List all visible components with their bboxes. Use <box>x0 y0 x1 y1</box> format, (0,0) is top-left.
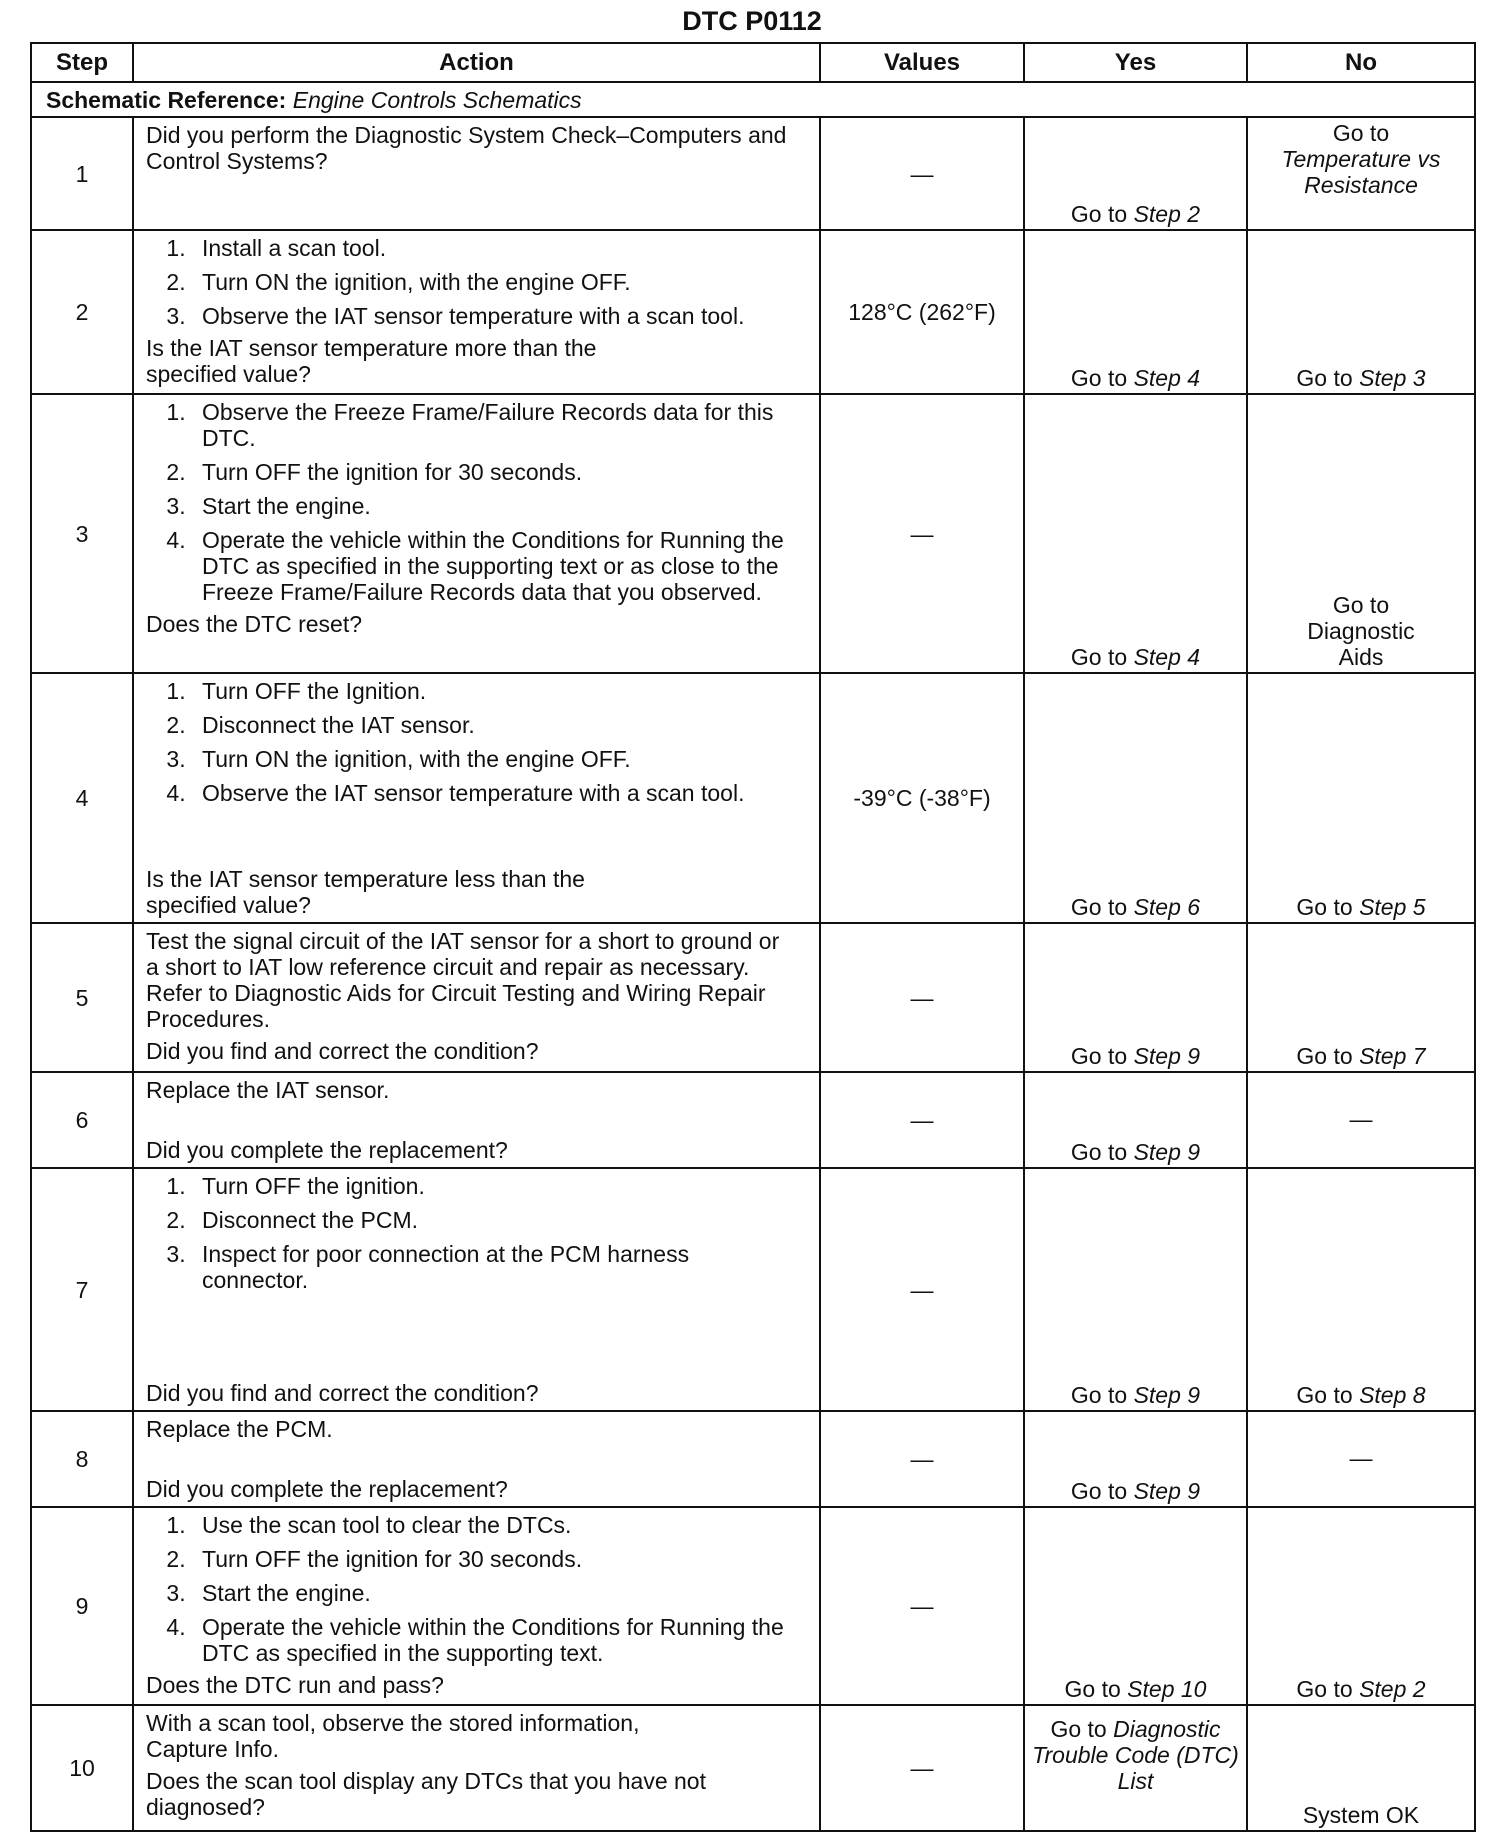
header-values: Values <box>820 43 1024 82</box>
no-cell: — <box>1247 1411 1475 1507</box>
table-row <box>31 394 1475 673</box>
step-link[interactable]: Step 5 <box>1359 894 1426 920</box>
go-to-label: Go to <box>1296 1382 1353 1408</box>
step-number: 6 <box>31 1072 133 1168</box>
value-cell: 128°C (262°F) <box>820 230 1024 394</box>
action-cell <box>133 394 820 673</box>
go-to-label: Go to <box>1070 1478 1128 1504</box>
yes-cell <box>1024 1072 1247 1168</box>
instruction-item: 2. Disconnect the PCM. <box>192 1207 809 1233</box>
step-number: 8 <box>31 1411 133 1507</box>
step-link[interactable]: Step 2 <box>1359 1676 1426 1702</box>
step-link[interactable]: Step 9 <box>1133 1139 1201 1165</box>
table-row <box>31 923 1475 1072</box>
go-to-label: Go to <box>1070 1382 1128 1408</box>
header-row <box>31 43 1475 82</box>
go-to-label: Go to <box>1332 120 1390 146</box>
action-cell <box>133 1705 820 1831</box>
no-cell <box>1247 1705 1475 1831</box>
go-to-label: Go to <box>1296 1043 1353 1069</box>
go-to-label: Go to <box>1070 644 1128 670</box>
table-row <box>31 1168 1475 1411</box>
step-link[interactable]: Step 6 <box>1133 894 1201 920</box>
value-cell: — <box>820 1168 1024 1411</box>
instruction-item: 2. Disconnect the IAT sensor. <box>192 712 809 738</box>
header-yes: Yes <box>1024 43 1247 82</box>
no-cell <box>1247 394 1475 673</box>
system-ok-text: System OK <box>1302 1802 1420 1828</box>
question-text: Does the DTC reset? <box>146 611 363 637</box>
go-to-label: Go to <box>1070 201 1128 227</box>
step-link[interactable]: Step 4 <box>1133 644 1201 670</box>
yes-cell <box>1024 394 1247 673</box>
action-cell <box>133 1507 820 1705</box>
question-text: Did you find and correct the condition? <box>146 1380 539 1406</box>
go-to-label: Go to <box>1296 894 1353 920</box>
no-cell <box>1247 923 1475 1072</box>
value-cell: — <box>820 1507 1024 1705</box>
instruction-item: 1. Turn OFF the ignition. <box>192 1173 809 1199</box>
header-no: No <box>1247 43 1475 82</box>
go-to-label: Go to <box>1064 1676 1121 1702</box>
step-link[interactable]: Step 2 <box>1133 201 1201 227</box>
action-cell <box>133 230 820 394</box>
yes-cell <box>1024 1411 1247 1507</box>
instruction-item: 2. Turn OFF the ignition for 30 seconds. <box>192 459 809 485</box>
value-cell: — <box>820 117 1024 230</box>
instruction-item: 1. Observe the Freeze Frame/Failure Records data for this DTC. <box>192 399 809 451</box>
instruction-item: 3. Start the engine. <box>192 1580 809 1606</box>
no-cell <box>1247 117 1475 230</box>
table-row <box>31 117 1475 230</box>
go-to-label: Go to <box>1296 365 1353 391</box>
action-cell <box>133 1072 820 1168</box>
question-text: Does the scan tool display any DTCs that you have not diagnosed? <box>146 1768 706 1820</box>
question-text: Does the DTC run and pass? <box>146 1672 444 1698</box>
question-text: Did you complete the replacement? <box>146 1476 508 1502</box>
instruction-item: 1. Use the scan tool to clear the DTCs. <box>192 1512 809 1538</box>
no-cell <box>1247 230 1475 394</box>
step-number: 3 <box>31 394 133 673</box>
yes-cell <box>1024 923 1247 1072</box>
table-row <box>31 1507 1475 1705</box>
yes-cell <box>1024 1705 1247 1831</box>
no-cell: — <box>1247 1072 1475 1168</box>
action-text: With a scan tool, observe the stored information, Capture Info. <box>146 1710 640 1762</box>
step-number: 9 <box>31 1507 133 1705</box>
no-cell <box>1247 673 1475 923</box>
step-link[interactable]: Step 9 <box>1133 1043 1201 1069</box>
table-row <box>31 230 1475 394</box>
go-to-label: Go to <box>1050 1716 1107 1742</box>
step-link[interactable]: Step 4 <box>1133 365 1201 391</box>
yes-cell <box>1024 1168 1247 1411</box>
instruction-item: 3. Inspect for poor connection at the PCM harness connector. <box>192 1241 809 1293</box>
question-text: Did you complete the replacement? <box>146 1137 508 1163</box>
page-title: DTC P0112 <box>682 6 822 36</box>
step-link[interactable]: Step 9 <box>1133 1382 1201 1408</box>
instruction-item: 3. Turn ON the ignition, with the engine OFF. <box>192 746 809 772</box>
instruction-list <box>146 678 809 812</box>
instruction-item: 3. Observe the IAT sensor temperature with a scan tool. <box>192 303 809 329</box>
question-text: Is the IAT sensor temperature less than the specified value? <box>146 866 585 918</box>
value-cell: -39°C (-38°F) <box>820 673 1024 923</box>
instruction-list <box>146 235 809 329</box>
action-cell <box>133 1411 820 1507</box>
yes-cell <box>1024 1507 1247 1705</box>
instruction-item: 2. Turn ON the ignition, with the engine OFF. <box>192 269 809 295</box>
action-text: Test the signal circuit of the IAT sensor for a short to ground or a short to IAT low reference circuit and repair as necessary. Refer to Diagnostic Aids for Circuit Testing and Wiring Repair Procedures. <box>146 928 780 1032</box>
no-cell <box>1247 1507 1475 1705</box>
go-to-label: Go to <box>1070 1043 1128 1069</box>
instruction-list <box>146 1173 809 1299</box>
instruction-item: 1. Turn OFF the Ignition. <box>192 678 809 704</box>
action-cell <box>133 1168 820 1411</box>
step-number: 1 <box>31 117 133 230</box>
instruction-list <box>146 399 809 605</box>
value-cell: — <box>820 1072 1024 1168</box>
diagnostic-aids-link[interactable]: Go to Diagnostic Aids <box>1307 592 1415 670</box>
action-text: Did you perform the Diagnostic System Check–Computers and Control Systems? <box>146 122 787 174</box>
go-to-label: Go to <box>1070 365 1128 391</box>
question-text: Did you find and correct the condition? <box>146 1038 539 1064</box>
instruction-item: 2. Turn OFF the ignition for 30 seconds. <box>192 1546 809 1572</box>
temperature-vs-resistance-link[interactable]: Temperature vs Resistance <box>1281 146 1441 198</box>
dtc-list-link[interactable]: Diagnostic Trouble Code (DTC) List <box>1032 1716 1239 1794</box>
schematic-reference-link[interactable]: Engine Controls Schematics <box>292 86 582 113</box>
dtc-table <box>30 42 1476 1832</box>
table-row <box>31 673 1475 923</box>
value-cell: — <box>820 923 1024 1072</box>
header-action: Action <box>133 43 820 82</box>
header-step: Step <box>31 43 133 82</box>
instruction-list <box>146 1512 809 1666</box>
table-row <box>31 1072 1475 1168</box>
step-number: 2 <box>31 230 133 394</box>
action-text: Replace the PCM. <box>146 1416 333 1442</box>
question-text: Is the IAT sensor temperature more than the specified value? <box>146 335 597 387</box>
instruction-item: 4. Operate the vehicle within the Conditions for Running the DTC as specified in the supporting text. <box>192 1614 809 1666</box>
step-link[interactable]: Step 7 <box>1359 1043 1426 1069</box>
go-to-label: Go to <box>1070 894 1128 920</box>
yes-cell <box>1024 230 1247 394</box>
value-cell: — <box>820 394 1024 673</box>
step-number: 7 <box>31 1168 133 1411</box>
action-cell <box>133 673 820 923</box>
table-row <box>31 1411 1475 1507</box>
step-link[interactable]: Step 3 <box>1359 365 1426 391</box>
instruction-item: 4. Observe the IAT sensor temperature with a scan tool. <box>192 780 809 806</box>
step-number: 10 <box>31 1705 133 1831</box>
no-cell <box>1247 1168 1475 1411</box>
instruction-item: 1. Install a scan tool. <box>192 235 809 261</box>
schematic-reference-row <box>31 82 1475 117</box>
instruction-item: 4. Operate the vehicle within the Conditions for Running the DTC as specified in the supporting text or as close to the Freeze Frame/Failure Records data that you observed. <box>192 527 809 605</box>
step-number: 4 <box>31 673 133 923</box>
yes-cell <box>1024 673 1247 923</box>
action-text: Replace the IAT sensor. <box>146 1077 390 1103</box>
schematic-reference-label: Schematic Reference: <box>46 86 287 113</box>
step-link[interactable]: Step 9 <box>1133 1478 1201 1504</box>
table-row <box>31 1705 1475 1831</box>
yes-cell <box>1024 117 1247 230</box>
value-cell: — <box>820 1411 1024 1507</box>
value-cell: — <box>820 1705 1024 1831</box>
step-link[interactable]: Step 10 <box>1127 1676 1207 1702</box>
action-cell <box>133 117 820 230</box>
action-cell <box>133 923 820 1072</box>
go-to-label: Go to <box>1296 1676 1353 1702</box>
step-link[interactable]: Step 8 <box>1359 1382 1426 1408</box>
instruction-item: 3. Start the engine. <box>192 493 809 519</box>
step-number: 5 <box>31 923 133 1072</box>
go-to-label: Go to <box>1070 1139 1128 1165</box>
